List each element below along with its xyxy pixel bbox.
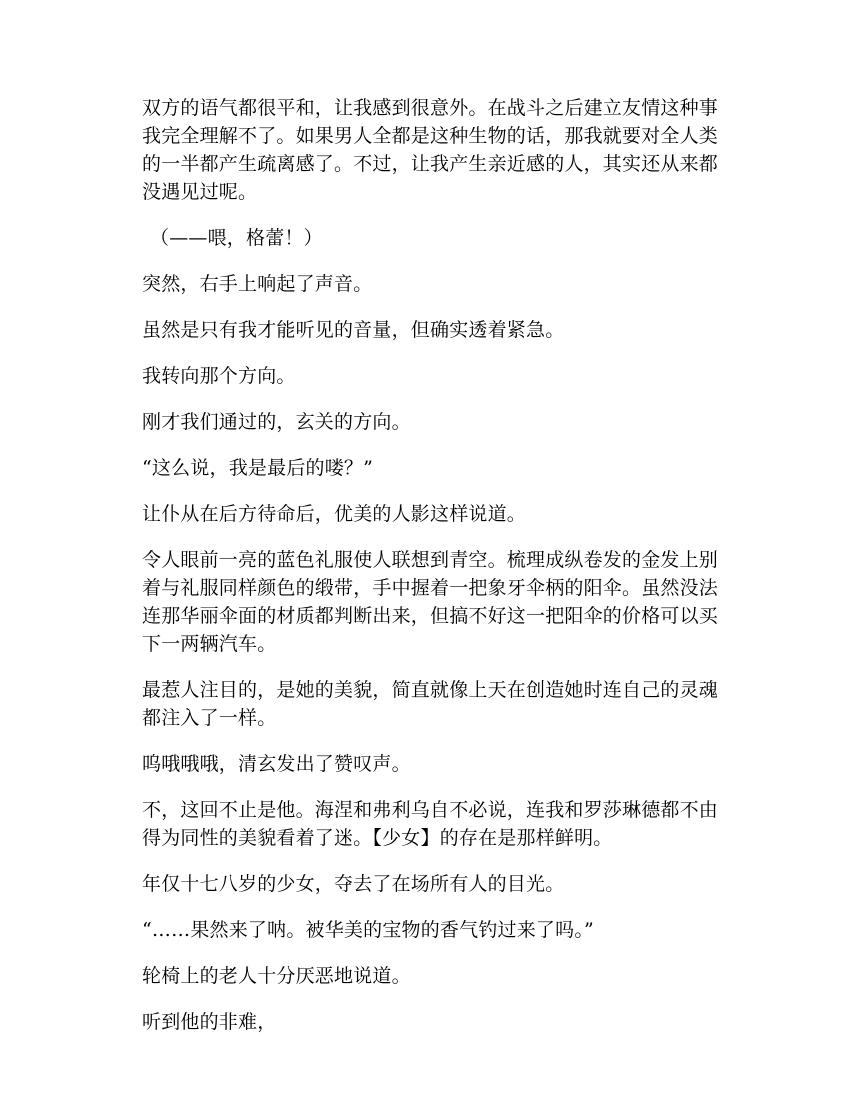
paragraph: 虽然是只有我才能听见的音量，但确实透着紧急。 xyxy=(142,319,565,341)
paragraph: 双方的语气都很平和，让我感到很意外。在战斗之后建立友情这种事我完全理解不了。如果男人全都是这种生物的话，那我就要对全人类的一半都产生疏离感了。不过，让我产生亲近感的人，其实还从来都没遇见过呢。 xyxy=(142,97,719,203)
paragraph: 年仅十七八岁的少女，夺去了在场所有人的目光。 xyxy=(142,873,565,895)
paragraph: “……果然来了呐。被华美的宝物的香气钓过来了吗。” xyxy=(142,919,594,941)
paragraph: 听到他的非难， xyxy=(142,1011,277,1033)
paragraph: 最惹人注目的，是她的美貌，简直就像上天在创造她时连自己的灵魂都注入了一样。 xyxy=(142,679,719,729)
paragraph: 轮椅上的老人十分厌恶地说道。 xyxy=(142,965,411,987)
paragraph: 不，这回不止是他。海涅和弗利乌自不必说，连我和罗莎琳德都不由得为同性的美貌看着了迷。【少女】的存在是那样鲜明。 xyxy=(142,799,719,849)
paragraph: 让仆从在后方待命后，优美的人影这样说道。 xyxy=(142,503,527,525)
paragraph: “这么说，我是最后的喽？” xyxy=(142,457,374,479)
paragraph: 令人眼前一亮的蓝色礼服使人联想到青空。梳理成纵卷发的金发上别着与礼服同样颜色的缎带，手中握着一把象牙伞柄的阳伞。虽然没法连那华丽伞面的材质都判断出来，但搞不好这一把阳伞的价格可以买下一两辆汽车。 xyxy=(142,549,719,655)
paragraph: 突然，右手上响起了声音。 xyxy=(142,273,373,295)
paragraph: 我转向那个方向。 xyxy=(142,365,296,387)
paragraph: 呜哦哦哦，清玄发出了赞叹声。 xyxy=(142,753,411,775)
paragraph: 刚才我们通过的，玄关的方向。 xyxy=(142,411,411,433)
paragraph: （——喂，格蕾！） xyxy=(150,227,323,249)
document-body xyxy=(142,94,718,1054)
